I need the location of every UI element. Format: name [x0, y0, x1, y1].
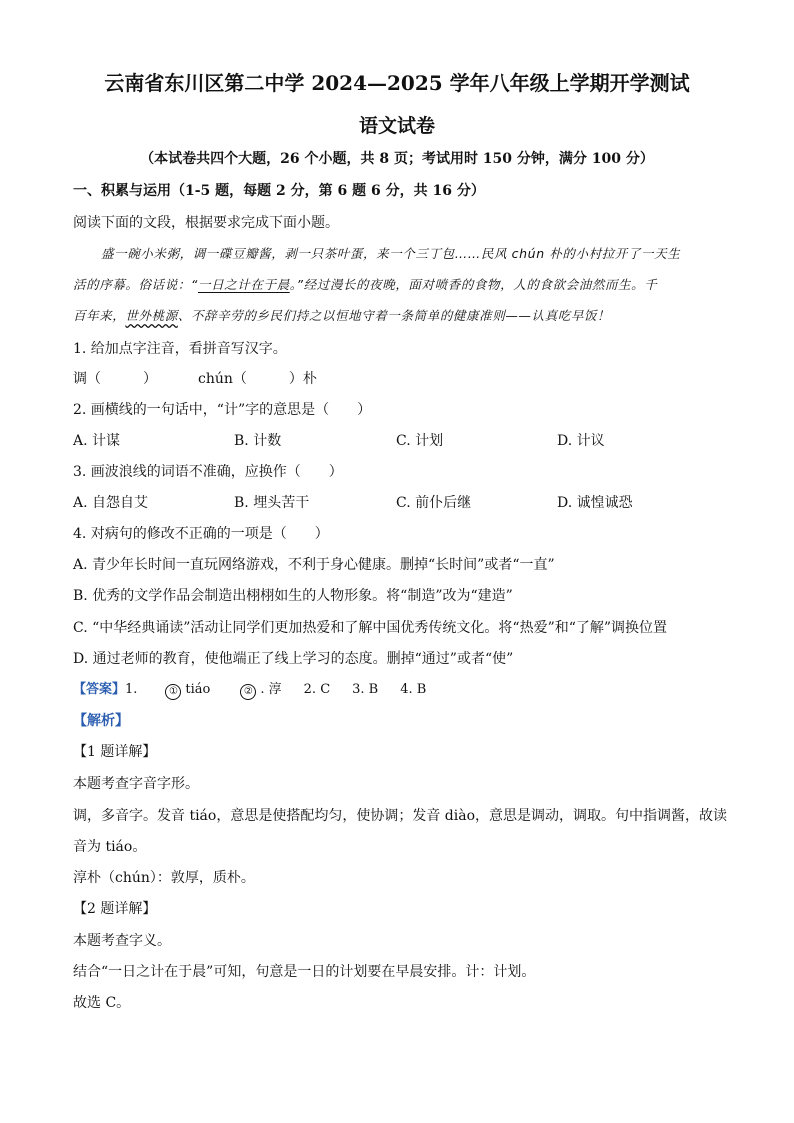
answer-q1-number: 1.	[125, 682, 138, 697]
answer-label: 【答案】	[73, 682, 126, 697]
detail-1-line-3: 音为 tiáo。	[73, 839, 147, 855]
passage-text: 。”经过漫长的夜晚，面对喷香的食物，人的食欲会油然而生。千	[289, 277, 658, 292]
answer-1: tiáo	[185, 682, 211, 697]
question-2-option-d: D. 计议	[557, 433, 605, 449]
passage-text: 、不辞辛劳的乡民们持之以恒地守着一条简单的健康准则——认真吃早饭！	[177, 308, 611, 323]
detail-1-title: 【1 题详解】	[73, 744, 157, 760]
passage-text: 活的序幕。俗话说：“	[73, 277, 198, 292]
answer-2: 2. C	[303, 682, 331, 697]
detail-2-line-2: 结合“一日之计在于晨”可知，句意是一日的计划要在早晨安排。计：计划。	[73, 964, 536, 980]
passage-text: 百年来，	[73, 308, 126, 323]
question-4-option-c: C. “中华经典诵读”活动让同学们更加热爱和了解中国优秀传统文化。将“热爱”和“了解”调换位置	[73, 620, 668, 636]
passage-line-1: 盛一碗小米粥，调一碟豆瓣酱，剥一只茶叶蛋，来一个三丁包……民风 chún 朴的小村拉开了一天生	[101, 246, 681, 261]
question-4-stem: 4. 对病句的修改不正确的一项是（ ）	[73, 526, 329, 542]
question-2-option-c: C. 计划	[396, 433, 444, 449]
exam-note: （本试卷共四个大题，26 个小题，共 8 页；考试用时 150 分钟，满分 100 分）	[140, 151, 654, 167]
question-3-option-a: A. 自怨自艾	[73, 495, 149, 511]
detail-2-line-1: 本题考查字义。	[73, 933, 171, 949]
question-3-option-c: C. 前仆后继	[396, 495, 472, 511]
answer-1b: . 淳	[260, 682, 282, 697]
detail-2-title: 【2 题详解】	[73, 901, 157, 917]
instruction: 阅读下面的文段，根据要求完成下面小题。	[73, 215, 339, 231]
exam-subtitle: 语文试卷	[358, 115, 435, 137]
question-3-option-b: B. 埋头苦干	[234, 495, 310, 511]
answer-line	[73, 681, 426, 700]
detail-1-line-4: 淳朴（chún）：敦厚，质朴。	[73, 870, 255, 886]
question-3-stem: 3. 画波浪线的词语不准确，应换作（ ）	[73, 464, 343, 480]
underlined-sentence: 一日之计在于晨	[197, 277, 290, 292]
question-3-option-d: D. 诚惶诚恐	[557, 495, 633, 511]
question-1-part-2: chún（ ）朴	[198, 371, 317, 387]
exam-title: 云南省东川区第二中学 2024—2025 学年八年级上学期开学测试	[104, 71, 690, 95]
question-4-option-b: B. 优秀的文学作品会制造出栩栩如生的人物形象。将“制造”改为“建造”	[73, 588, 513, 604]
detail-1-line-2: 调，多音字。发音 tiáo，意思是使搭配均匀，使协调；发音 diào，意思是调动，调取。句中指调酱，故读	[73, 808, 727, 824]
question-4-option-a: A. 青少年长时间一直玩网络游戏，不利于身心健康。删掉“长时间”或者“一直”	[73, 557, 555, 573]
wavy-underlined-word: 世外桃源	[125, 308, 178, 323]
answer-3: 3. B	[352, 682, 379, 697]
detail-1-line-1: 本题考查字音字形。	[73, 776, 199, 792]
circled-number-2: ②	[240, 684, 256, 700]
question-4-option-d: D. 通过老师的教育，使他端正了线上学习的态度。删掉“通过”或者“使”	[73, 651, 514, 667]
answer-4: 4. B	[400, 682, 427, 697]
circled-number-1: ①	[165, 684, 181, 700]
question-2-stem: 2. 画横线的一句话中，“计”字的意思是（ ）	[73, 402, 372, 418]
passage-line-3	[73, 307, 610, 325]
question-2-option-a: A. 计谋	[73, 433, 121, 449]
question-2-option-b: B. 计数	[234, 433, 282, 449]
analysis-label: 【解析】	[73, 713, 129, 729]
section-heading: 一、积累与运用（1-5 题，每题 2 分，第 6 题 6 分，共 16 分）	[73, 183, 485, 199]
question-1-stem: 1. 给加点字注音，看拼音写汉字。	[73, 341, 287, 357]
detail-2-line-3: 故选 C。	[73, 995, 131, 1011]
question-1-part-1: 调（ ）	[73, 371, 157, 387]
passage-line-2	[73, 276, 657, 294]
